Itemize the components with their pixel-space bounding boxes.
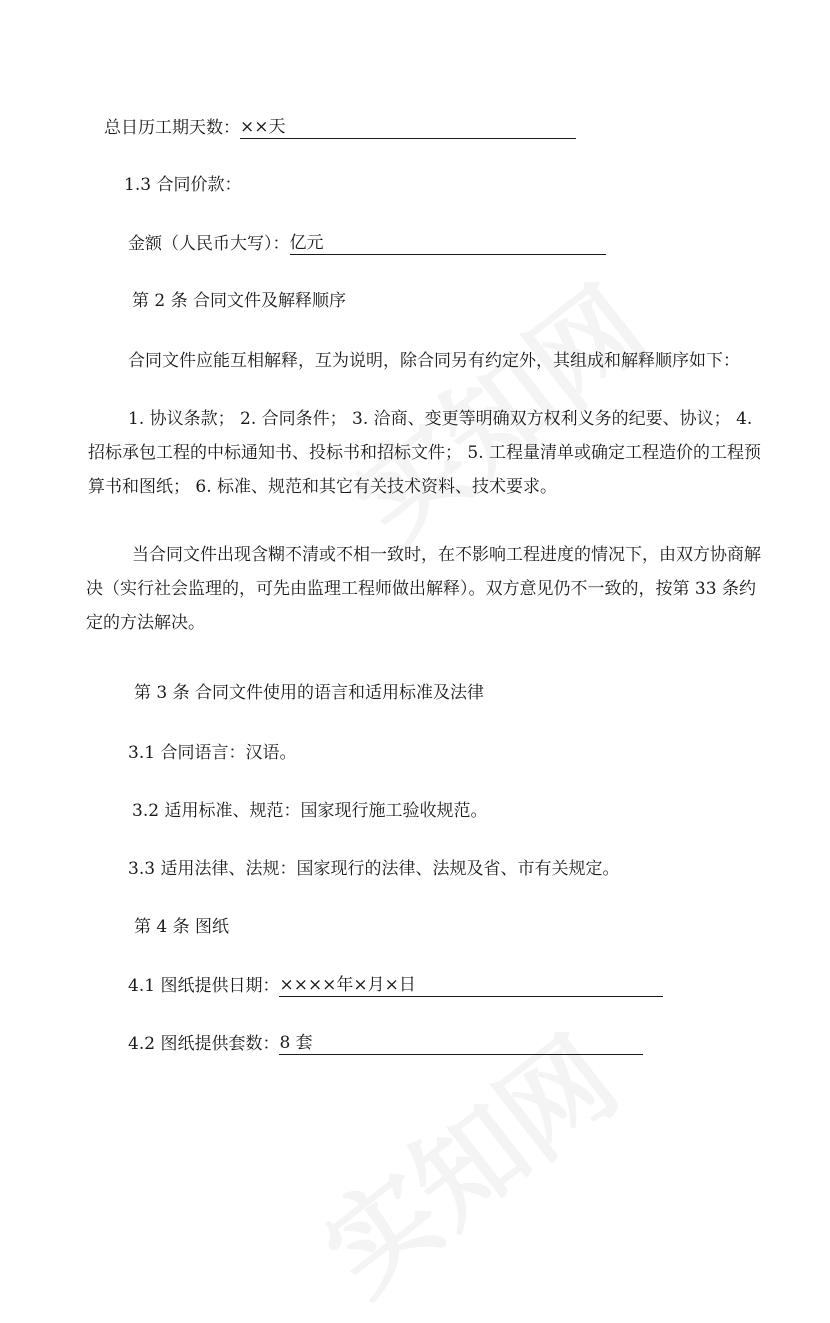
amount-value: 亿元 [289,233,324,253]
article-3-section-3: 3.3 适用法律、法规：国家现行的法律、法规及省、市有关规定。 [128,859,620,879]
amount-line [128,232,606,255]
amount-label: 金额（人民币大写）： [128,234,290,254]
drawing-sets-field [279,1032,643,1055]
article-2-paragraph-1: 合同文件应能互相解释，互为说明，除合同另有约定外，其组成和解释顺序如下： [128,351,740,371]
article-3-section-1: 3.1 合同语言：汉语。 [128,743,297,763]
drawing-date-label: 4.1 图纸提供日期： [128,976,280,996]
drawing-sets-line [128,1032,643,1055]
drawing-sets-value: 8 套 [279,1033,313,1053]
article-2-paragraph-2: 1. 协议条款； 2. 合同条件； 3. 洽商、变更等明确双方权利义务的纪要、协议； 4. 招标承包工程的中标通知书、投标书和招标文件； 5. 工程量清单或确定工程造价的工程预算书和图纸； 6. 标准、规范和其它有关技术资料、技术要求。 [88,409,762,497]
duration-label: 总日历工期天数： [104,118,240,138]
duration-value: ××天 [240,117,286,137]
article-2-paragraph-3: 当合同文件出现含糊不清或不相一致时，在不影响工程进度的情况下，由双方协商解决（实行社会监理的，可先由监理工程师做出解释）。双方意见仍不一致的，按第 33 条约定的方法解决。 [86,545,761,633]
drawing-date-line [128,974,663,997]
drawing-date-field [279,974,663,997]
article-4-heading: 第 4 条 图纸 [134,917,230,937]
duration-line [104,116,576,139]
article-3-section-2: 3.2 适用标准、规范：国家现行施工验收规范。 [132,801,488,821]
drawing-date-value: ××××年×月×日 [279,975,416,995]
article-2-heading: 第 2 条 合同文件及解释顺序 [132,291,347,311]
price-heading: 1.3 合同价款： [124,175,242,195]
drawing-sets-label: 4.2 图纸提供套数： [128,1034,280,1054]
amount-field [290,232,606,255]
duration-field [240,116,576,139]
article-3-heading: 第 3 条 合同文件使用的语言和适用标准及法律 [134,683,485,703]
